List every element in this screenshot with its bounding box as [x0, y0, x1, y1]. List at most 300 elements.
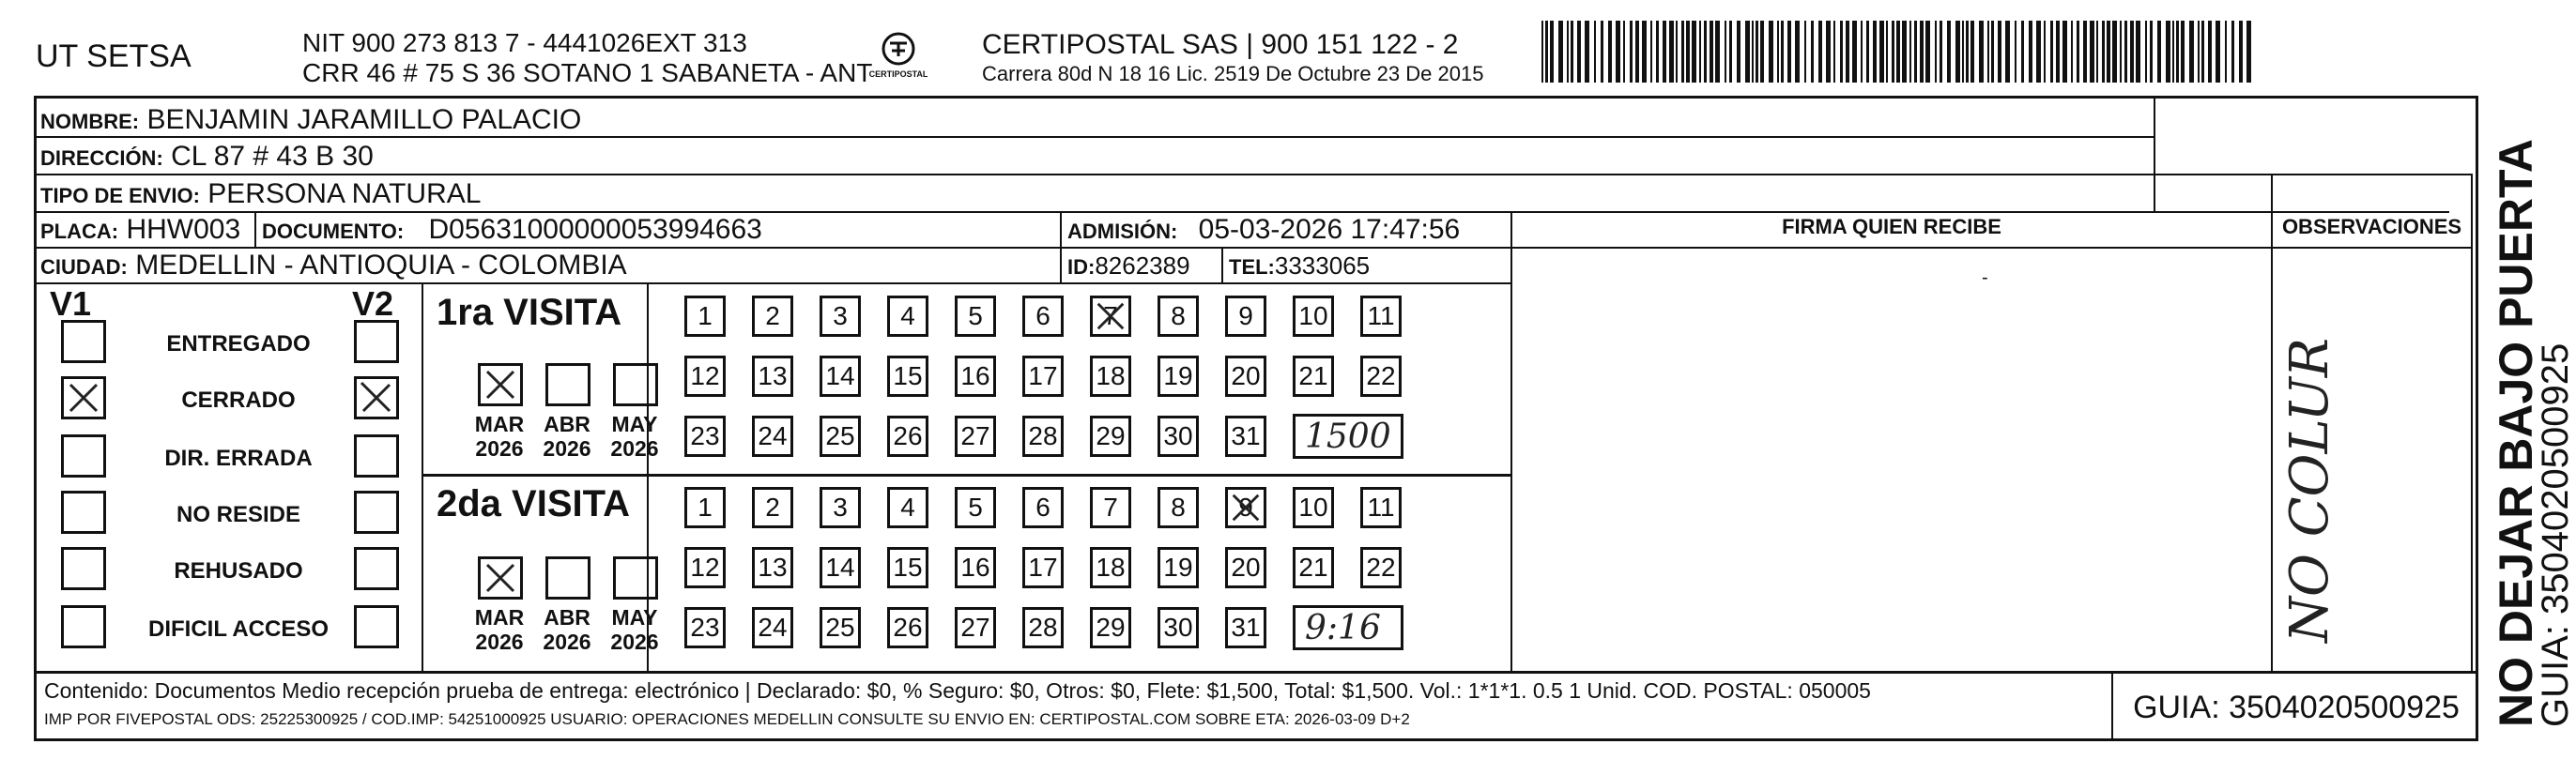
day-number: 18	[1096, 553, 1126, 582]
barcode-bar	[1902, 21, 1907, 83]
day-number: 19	[1163, 361, 1193, 390]
barcode-bar	[1769, 21, 1773, 83]
first-visit-month-checkbox[interactable]	[613, 363, 658, 406]
barcode-bar	[1979, 21, 1984, 83]
ciudad-cell: CIUDAD: MEDELLIN - ANTIOQUIA - COLOMBIA	[40, 250, 627, 281]
delivery-form	[34, 96, 2478, 741]
barcode-bar	[1635, 21, 1639, 83]
barcode-bar	[1699, 21, 1701, 83]
day-number: 2	[765, 301, 780, 330]
second-visit-day-box[interactable]	[887, 487, 928, 528]
first-visit-day-box[interactable]	[752, 416, 793, 457]
day-number: 19	[1163, 553, 1193, 582]
barcode-bar	[2021, 21, 2024, 83]
barcode-bar	[1558, 21, 1563, 83]
barcode-bar	[2029, 21, 2032, 83]
first-visit-day-box[interactable]	[1293, 356, 1334, 397]
second-visit-day-box[interactable]	[684, 487, 726, 528]
barcode-bar	[2077, 21, 2079, 83]
barcode-bar	[1781, 21, 1784, 83]
first-visit-day-box[interactable]	[1360, 356, 1402, 397]
barcode-bar	[1541, 21, 1543, 83]
footer-guia: GUIA: 3504020500925	[2133, 690, 2460, 725]
status-option-label: CERRADO	[181, 388, 296, 413]
check-mark-icon	[357, 379, 396, 417]
day-number: 23	[690, 613, 720, 642]
day-number: 17	[1028, 361, 1058, 390]
day-number: 27	[960, 613, 990, 642]
second-visit-day-box[interactable]	[820, 487, 861, 528]
documento-value: D05631000000053994663	[428, 214, 762, 245]
barcode-bar	[1756, 21, 1758, 83]
barcode-bar	[2102, 21, 2105, 83]
barcode-bar	[1630, 21, 1633, 83]
v1-label: V1	[50, 284, 92, 323]
tel-cell: TEL:3333065	[1229, 251, 1371, 280]
second-visit-day-box[interactable]	[1090, 487, 1131, 528]
second-visit-time-box[interactable]	[1293, 605, 1403, 650]
day-number: 21	[1298, 553, 1328, 582]
status-option-label: ENTREGADO	[166, 331, 311, 357]
barcode-bar	[1567, 21, 1569, 83]
barcode-bar	[2036, 21, 2041, 83]
barcode-bar	[1676, 21, 1678, 83]
day-number: 7	[1103, 301, 1118, 330]
first-visit-day-box[interactable]	[1090, 356, 1131, 397]
day-number: 8	[1171, 493, 1186, 522]
barcode-bar	[1866, 21, 1869, 83]
day-number: 3	[833, 493, 848, 522]
day-number: 28	[1028, 613, 1058, 642]
barcode-bar	[1873, 21, 1877, 83]
barcode-bar	[2015, 21, 2016, 83]
second-visit-title: 2da VISITA	[437, 483, 630, 524]
day-number: 27	[960, 421, 990, 450]
placa-cell: PLACA: HHW003	[40, 214, 241, 245]
tel-value: 3333065	[1274, 251, 1371, 280]
barcode-bar	[1752, 21, 1754, 83]
barcode-bar	[2136, 21, 2140, 83]
second-visit-day-box[interactable]	[1090, 607, 1131, 648]
second-visit-day-box[interactable]	[1293, 487, 1334, 528]
second-visit-day-box[interactable]	[955, 547, 996, 588]
first-visit-day-box[interactable]	[1090, 416, 1131, 457]
day-number: 21	[1298, 361, 1328, 390]
barcode-bar	[2044, 21, 2046, 83]
barcode-bar	[2198, 21, 2200, 83]
v2-checkbox-no-reside[interactable]	[354, 491, 399, 534]
barcode-bar	[2150, 21, 2153, 83]
barcode-bar	[1846, 21, 1849, 83]
v2-checkbox-dificil-acceso[interactable]	[354, 605, 399, 648]
check-mark-icon	[481, 559, 520, 597]
first-visit-day-box[interactable]	[684, 296, 726, 337]
day-number: 24	[758, 613, 788, 642]
second-visit-day-box[interactable]	[955, 607, 996, 648]
second-visit-time: 9:16	[1305, 609, 1381, 647]
day-number: 2	[765, 493, 780, 522]
status-option-label: DIR. ERRADA	[164, 446, 313, 471]
day-number: 11	[1367, 493, 1395, 522]
barcode-bar	[1879, 21, 1884, 83]
barcode-bar	[1608, 21, 1612, 83]
first-visit-month-label: ABR 2026	[543, 412, 591, 461]
barcode-bar	[1940, 21, 1942, 83]
day-number: 25	[825, 421, 855, 450]
day-number: 1	[698, 301, 713, 330]
barcode-bar	[1804, 21, 1806, 83]
second-visit-day-box[interactable]	[1022, 607, 1064, 648]
barcode-bar	[1594, 21, 1596, 83]
barcode-bar	[1914, 21, 1917, 83]
barcode-bar	[2225, 21, 2227, 83]
first-visit-month-label: MAR 2026	[474, 412, 525, 461]
barcode-bar	[1686, 21, 1690, 83]
barcode-bar	[1896, 21, 1900, 83]
admision-cell: ADMISIÓN: 05-03-2026 17:47:56	[1067, 214, 1461, 245]
placa-value: HHW003	[126, 214, 241, 245]
barcode-bar	[2246, 21, 2251, 83]
observaciones-header: OBSERVACIONES	[2281, 215, 2462, 238]
day-number: 14	[825, 553, 855, 582]
first-visit-day-box[interactable]	[1293, 296, 1334, 337]
day-number: 29	[1096, 613, 1126, 642]
first-visit-day-box[interactable]	[887, 416, 928, 457]
barcode-bar	[1650, 21, 1652, 83]
barcode-bar	[2145, 21, 2147, 83]
day-number: 8	[1171, 301, 1186, 330]
first-visit-day-box[interactable]	[684, 416, 726, 457]
barcode-bar	[1704, 21, 1707, 83]
barcode-bar	[2189, 21, 2194, 83]
first-visit-day-box[interactable]	[1158, 416, 1199, 457]
barcode-bar	[1987, 21, 1989, 83]
second-visit-day-box[interactable]	[1090, 547, 1131, 588]
second-visit-day-box[interactable]	[752, 607, 793, 648]
second-visit-day-box[interactable]	[1158, 487, 1199, 528]
second-visit-month-checkbox[interactable]	[545, 556, 590, 600]
barcode-bar	[1852, 21, 1857, 83]
barcode-bar	[1909, 21, 1911, 83]
day-number: 24	[758, 421, 788, 450]
first-visit-month-checkbox[interactable]	[545, 363, 590, 406]
day-number: 15	[893, 553, 923, 582]
barcode-bar	[1826, 21, 1831, 83]
barcode-bar	[1955, 21, 1960, 83]
second-visit-day-box[interactable]	[1225, 607, 1266, 648]
barcode-bar	[2005, 21, 2010, 83]
day-number: 1	[698, 493, 713, 522]
first-visit-day-box[interactable]	[1022, 356, 1064, 397]
second-visit-day-box[interactable]	[887, 607, 928, 648]
second-visit-month-label: MAY 2026	[610, 605, 659, 654]
barcode-bar	[1550, 21, 1554, 83]
second-visit-day-box[interactable]	[1360, 547, 1402, 588]
barcode-bar	[2176, 21, 2179, 83]
second-visit-day-box[interactable]	[1158, 607, 1199, 648]
second-visit-month-checkbox[interactable]	[478, 556, 523, 600]
first-visit-day-box[interactable]	[752, 296, 793, 337]
ciudad-value: MEDELLIN - ANTIOQUIA - COLOMBIA	[135, 250, 627, 281]
second-visit-day-box[interactable]	[752, 487, 793, 528]
barcode-bar	[2201, 21, 2204, 83]
barcode-bar	[1935, 21, 1937, 83]
barcode-bar	[1777, 21, 1779, 83]
v2-checkbox-cerrado[interactable]	[354, 376, 399, 419]
day-number: 9	[1238, 493, 1253, 522]
barcode-bar	[2090, 21, 2094, 83]
barcode-bar	[1962, 21, 1964, 83]
footer-imp: IMP POR FIVEPOSTAL ODS: 25225300925 / COD.IMP: 54251000925 USUARIO: OPERACIONES MEDELLIN CONSULTE SU ENVIO EN: CERTIPOSTAL.COM SOBRE ETA: 2026-03-09 D+2	[44, 710, 1410, 728]
day-number: 18	[1096, 361, 1126, 390]
barcode-bar	[1966, 21, 1969, 83]
second-visit-day-box[interactable]	[1225, 487, 1266, 528]
day-number: 17	[1028, 553, 1058, 582]
v1-checkbox-no-reside[interactable]	[61, 491, 106, 534]
barcode-bar	[2056, 21, 2060, 83]
second-visit-day-box[interactable]	[820, 547, 861, 588]
barcode-bar	[1663, 21, 1666, 83]
day-number: 13	[758, 553, 788, 582]
first-visit-day-box[interactable]	[1158, 296, 1199, 337]
first-visit-day-box[interactable]	[955, 296, 996, 337]
barcode-bar	[1925, 21, 1930, 83]
day-number: 5	[968, 493, 983, 522]
check-mark-icon	[481, 366, 520, 403]
barcode-bar	[2062, 21, 2067, 83]
day-number: 26	[893, 613, 923, 642]
day-number: 12	[690, 553, 720, 582]
day-number: 30	[1163, 613, 1193, 642]
day-number: 15	[893, 361, 923, 390]
day-number: 9	[1238, 301, 1253, 330]
firma-area[interactable]: -	[1982, 267, 1988, 288]
day-number: 10	[1298, 301, 1328, 330]
barcode-bar	[2083, 21, 2087, 83]
barcode-bar	[2157, 21, 2161, 83]
day-number: 30	[1163, 421, 1193, 450]
barcode-bar	[1737, 21, 1740, 83]
tipo-row: TIPO DE ENVIO: PERSONA NATURAL	[40, 178, 482, 209]
barcode-bar	[1991, 21, 1994, 83]
barcode-bar	[1669, 21, 1674, 83]
barcode-bar	[1787, 21, 1791, 83]
second-visit-day-box[interactable]	[1293, 547, 1334, 588]
day-number: 25	[825, 613, 855, 642]
check-mark-icon	[64, 379, 103, 417]
day-number: 22	[1366, 361, 1396, 390]
barcode-bar	[2107, 21, 2110, 83]
barcode-bar	[2208, 21, 2212, 83]
footer-contenido: Contenido: Documentos Medio recepción prueba de entrega: electrónico | Declarado: $0, % Seguro: $0, Otros: $0, Flete: $1,500, Total: $1,500. Vol.: 1*1*1. 0.5 1 Unid. COD. POSTAL: 050005	[44, 678, 1871, 703]
barcode-bar	[1681, 21, 1684, 83]
day-number: 31	[1231, 421, 1261, 450]
barcode-bar	[1811, 21, 1814, 83]
barcode-bar	[1861, 21, 1863, 83]
first-visit-day-box[interactable]	[1022, 416, 1064, 457]
first-visit-day-box[interactable]	[1225, 356, 1266, 397]
carrier-name: CERTIPOSTAL SAS | 900 151 122 - 2	[982, 29, 1459, 60]
barcode-bar	[1970, 21, 1974, 83]
day-number: 28	[1028, 421, 1058, 450]
second-visit-day-box[interactable]	[1360, 487, 1402, 528]
barcode-bar	[1729, 21, 1732, 83]
nombre-row: NOMBRE: BENJAMIN JARAMILLO PALACIO	[40, 104, 582, 135]
barcode-bar	[1795, 21, 1800, 83]
day-number: 12	[690, 361, 720, 390]
status-option-label: DIFICIL ACCESO	[147, 616, 329, 642]
barcode-bar	[1920, 21, 1924, 83]
barcode-bar	[1947, 21, 1951, 83]
barcode-bar	[1840, 21, 1843, 83]
barcode-bar	[1710, 21, 1713, 83]
first-visit-day-box[interactable]	[887, 296, 928, 337]
v1-checkbox-entregado[interactable]	[61, 320, 106, 363]
v1-checkbox-dir-errada[interactable]	[61, 434, 106, 478]
day-number: 5	[968, 301, 983, 330]
second-visit-day-box[interactable]	[955, 487, 996, 528]
second-visit-day-box[interactable]	[1158, 547, 1199, 588]
second-visit-day-box[interactable]	[1225, 547, 1266, 588]
first-visit-day-box[interactable]	[955, 416, 996, 457]
day-number: 14	[825, 361, 855, 390]
barcode-bar	[1833, 21, 1835, 83]
v1-checkbox-rehusado[interactable]	[61, 547, 106, 590]
svg-text:CERTIPOSTAL: CERTIPOSTAL	[868, 69, 928, 79]
v2-checkbox-entregado[interactable]	[354, 320, 399, 363]
day-number: 4	[900, 493, 915, 522]
barcode-bar	[1892, 21, 1894, 83]
day-number: 20	[1231, 553, 1261, 582]
documento-cell: DOCUMENTO: D05631000000053994663	[262, 214, 762, 245]
first-visit-day-box[interactable]	[820, 356, 861, 397]
barcode-bar	[1616, 21, 1620, 83]
day-number: 26	[893, 421, 923, 450]
barcode-bar	[1715, 21, 1720, 83]
certipostal-logo	[856, 28, 941, 86]
first-visit-day-box[interactable]	[820, 296, 861, 337]
barcode-bar	[1571, 21, 1573, 83]
day-number: 20	[1231, 361, 1261, 390]
barcode-bar	[2216, 21, 2220, 83]
barcode-bar	[2050, 21, 2053, 83]
day-number: 16	[960, 361, 990, 390]
admision-value: 05-03-2026 17:47:56	[1198, 214, 1461, 245]
first-visit-day-box[interactable]	[1225, 416, 1266, 457]
direccion-value: CL 87 # 43 B 30	[171, 141, 374, 172]
day-number: 10	[1298, 493, 1328, 522]
second-visit-month-label: ABR 2026	[543, 605, 591, 654]
second-visit-day-box[interactable]	[887, 547, 928, 588]
day-number: 6	[1035, 301, 1050, 330]
check-mark-icon	[1228, 490, 1264, 525]
second-visit-day-box[interactable]	[1022, 487, 1064, 528]
barcode-bar	[1760, 21, 1764, 83]
first-visit-day-box[interactable]	[752, 356, 793, 397]
barcode	[1540, 17, 2255, 86]
barcode-bar	[1601, 21, 1603, 83]
barcode-bar	[2130, 21, 2134, 83]
nombre-value: BENJAMIN JARAMILLO PALACIO	[146, 104, 582, 135]
first-visit-time: 1500	[1305, 418, 1391, 456]
second-visit-day-box[interactable]	[684, 547, 726, 588]
v1-checkbox-cerrado[interactable]	[61, 376, 106, 419]
company-address: CRR 46 # 75 S 36 SOTANO 1 SABANETA - ANT	[302, 58, 873, 87]
observaciones-handwriting: NO COLUR	[2279, 338, 2340, 643]
barcode-bar	[2166, 21, 2170, 83]
first-visit-day-box[interactable]	[1022, 296, 1064, 337]
barcode-bar	[1998, 21, 2001, 83]
barcode-bar	[1745, 21, 1750, 83]
barcode-bar	[2172, 21, 2174, 83]
first-visit-month-label: MAY 2026	[610, 412, 659, 461]
barcode-bar	[1545, 21, 1548, 83]
first-visit-day-box[interactable]	[1360, 296, 1402, 337]
first-visit-day-box[interactable]	[1225, 296, 1266, 337]
barcode-bar	[2120, 21, 2122, 83]
day-number: 7	[1103, 493, 1118, 522]
first-visit-day-box[interactable]	[1158, 356, 1199, 397]
direccion-row: DIRECCIÓN: CL 87 # 43 B 30	[40, 141, 374, 172]
first-visit-day-box[interactable]	[820, 416, 861, 457]
day-number: 4	[900, 301, 915, 330]
first-visit-day-box[interactable]	[684, 356, 726, 397]
check-mark-icon	[1093, 298, 1128, 334]
day-number: 31	[1231, 613, 1261, 642]
day-number: 29	[1096, 421, 1126, 450]
barcode-bar	[2231, 21, 2234, 83]
first-visit-day-box[interactable]	[887, 356, 928, 397]
barcode-bar	[1692, 21, 1696, 83]
second-visit-day-box[interactable]	[684, 607, 726, 648]
day-number: 11	[1367, 301, 1395, 330]
first-visit-time-box[interactable]	[1293, 414, 1403, 459]
v1-checkbox-dificil-acceso[interactable]	[61, 605, 106, 648]
second-visit-day-box[interactable]	[820, 607, 861, 648]
barcode-bar	[2124, 21, 2127, 83]
status-option-label: REHUSADO	[174, 558, 303, 584]
second-visit-day-box[interactable]	[752, 547, 793, 588]
id-cell: ID:8262389	[1067, 251, 1190, 280]
side-guia: GUIA: 3504020500925	[2535, 342, 2576, 727]
firma-header: FIRMA QUIEN RECIBE	[1782, 215, 2001, 238]
second-visit-month-checkbox[interactable]	[613, 556, 658, 600]
v2-label: V2	[352, 284, 394, 323]
company-name: UT SETSA	[36, 38, 192, 74]
status-option-label: NO RESIDE	[176, 502, 301, 527]
day-number: 23	[690, 421, 720, 450]
first-visit-day-box[interactable]	[955, 356, 996, 397]
first-visit-title: 1ra VISITA	[437, 292, 622, 333]
day-number: 13	[758, 361, 788, 390]
barcode-bar	[2096, 21, 2098, 83]
barcode-bar	[1585, 21, 1589, 83]
barcode-bar	[2071, 21, 2073, 83]
second-visit-day-box[interactable]	[1022, 547, 1064, 588]
barcode-bar	[1577, 21, 1581, 83]
barcode-bar	[1725, 21, 1726, 83]
id-value: 8262389	[1095, 251, 1190, 280]
barcode-bar	[1642, 21, 1647, 83]
second-visit-month-label: MAR 2026	[474, 605, 525, 654]
first-visit-month-checkbox[interactable]	[478, 363, 523, 406]
v2-checkbox-rehusado[interactable]	[354, 547, 399, 590]
observaciones-area[interactable]	[2273, 249, 2471, 671]
v2-checkbox-dir-errada[interactable]	[354, 434, 399, 478]
day-number: 3	[833, 301, 848, 330]
first-visit-day-box[interactable]	[1090, 296, 1131, 337]
barcode-bar	[1818, 21, 1822, 83]
